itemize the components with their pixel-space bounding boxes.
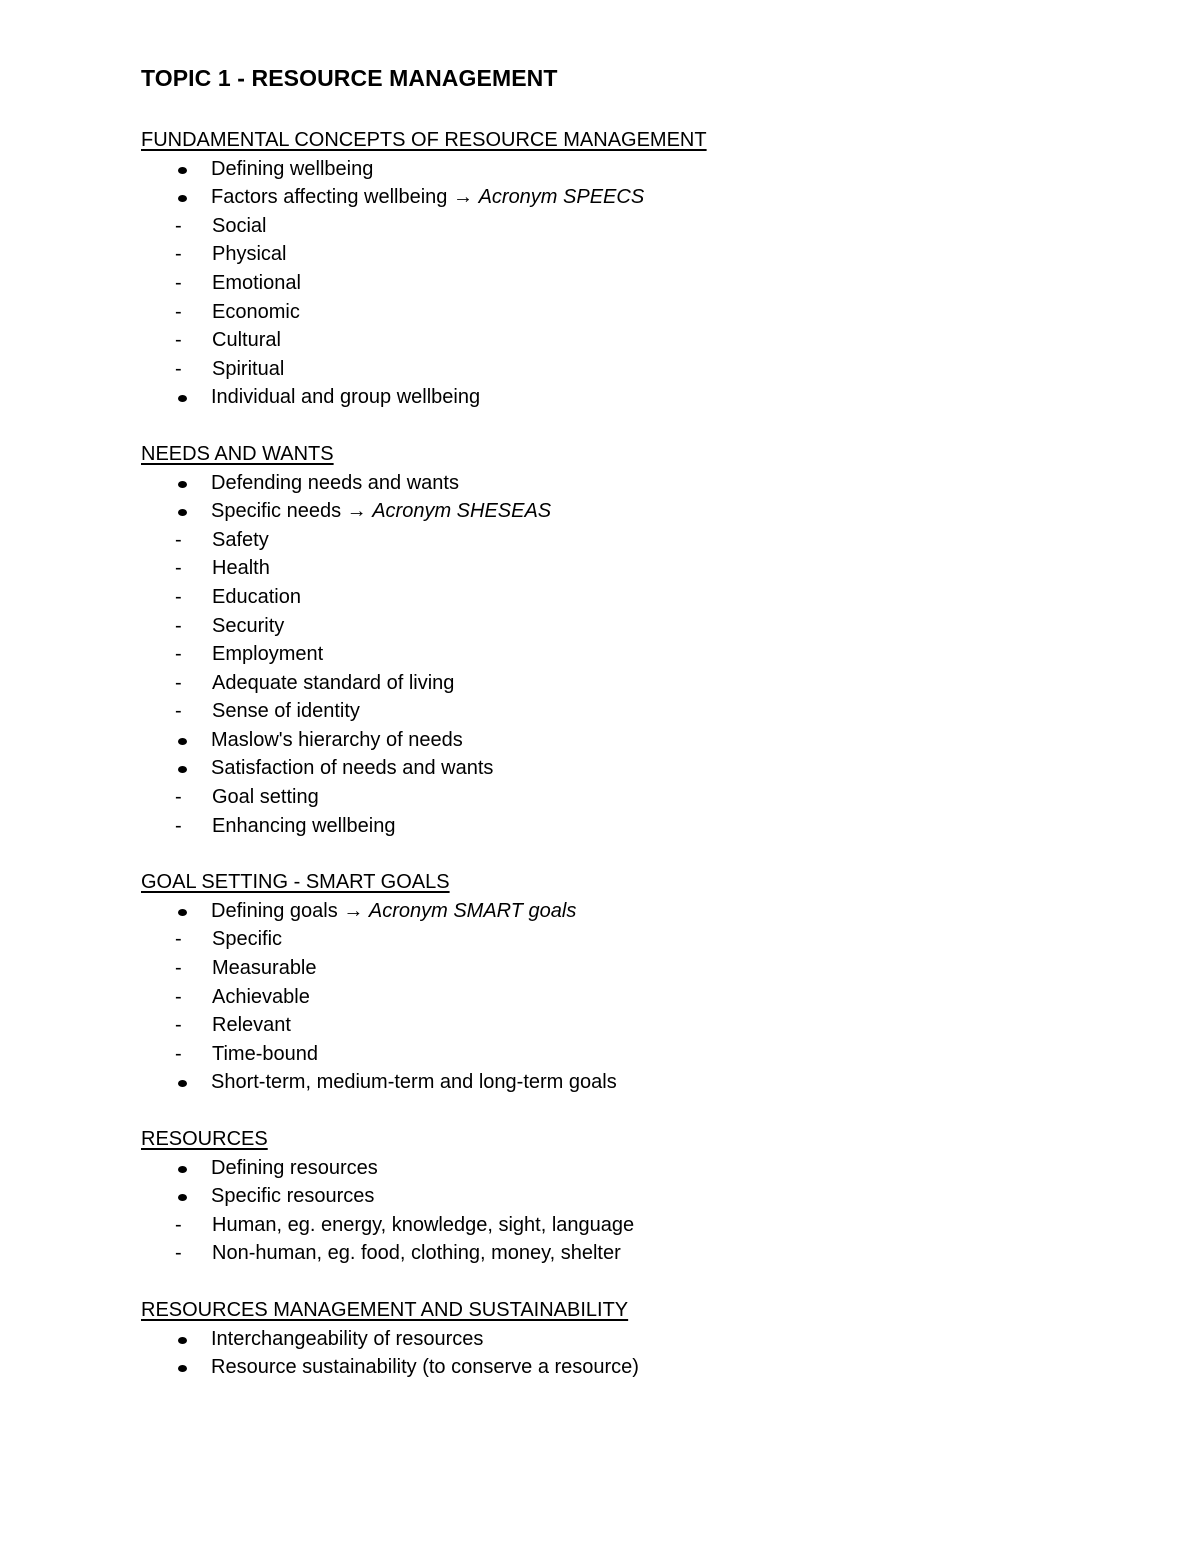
sub-item-text: Emotional	[212, 271, 301, 294]
sub-item	[141, 697, 1121, 726]
sub-item-text: Social	[212, 214, 267, 237]
sub-item	[141, 298, 1121, 327]
bullet-dot-icon	[178, 738, 187, 745]
section	[141, 440, 1121, 840]
sub-item-text: Sense of identity	[212, 700, 360, 723]
bullet-item	[141, 1068, 1121, 1097]
section	[141, 1125, 1121, 1268]
bullet-list	[141, 469, 1121, 841]
sub-item-text: Safety	[212, 528, 269, 551]
section	[141, 1296, 1121, 1382]
bullet-item	[141, 1353, 1121, 1382]
dash-marker: -	[175, 643, 182, 666]
bullet-item	[141, 754, 1121, 783]
bullet-dot-icon	[178, 909, 187, 916]
bullet-dot-icon	[178, 195, 187, 202]
sub-item	[141, 240, 1121, 269]
dash-marker: -	[175, 671, 182, 694]
sections-container	[141, 126, 1121, 1382]
sub-item-text: Employment	[212, 643, 324, 666]
bullet-item	[141, 897, 1121, 926]
sub-item	[141, 1239, 1121, 1268]
sub-item	[141, 526, 1121, 555]
sub-item	[141, 983, 1121, 1012]
sub-item-text: Non-human, eg. food, clothing, money, shelter	[212, 1242, 621, 1265]
section-heading: GOAL SETTING - SMART GOALS	[141, 871, 450, 894]
sub-item	[141, 1040, 1121, 1069]
section-heading: RESOURCES MANAGEMENT AND SUSTAINABILITY	[141, 1298, 629, 1321]
section-heading: NEEDS AND WANTS	[141, 442, 334, 465]
sub-list	[141, 526, 1121, 726]
bullet-dot-icon	[178, 395, 187, 402]
bullet-item	[141, 1325, 1121, 1354]
sub-item-text: Cultural	[212, 329, 281, 352]
bullet-list	[141, 897, 1121, 1097]
sub-list	[141, 1211, 1121, 1268]
sub-item	[141, 1211, 1121, 1240]
dash-marker: -	[175, 528, 182, 551]
acronym-label: Acronym SPEECS	[478, 186, 645, 209]
bullet-text: Individual and group wellbeing	[211, 386, 481, 409]
bullet-text: Resource sustainability (to conserve a resource)	[211, 1356, 639, 1379]
bullet-item	[141, 726, 1121, 755]
sub-list	[141, 925, 1121, 1068]
section-heading: FUNDAMENTAL CONCEPTS OF RESOURCE MANAGEMENT	[141, 129, 707, 151]
sub-item	[141, 554, 1121, 583]
arrow-icon: →	[453, 186, 473, 209]
dash-marker: -	[175, 957, 182, 980]
bullet-dot-icon	[178, 1194, 187, 1201]
sub-item-text: Enhancing wellbeing	[212, 814, 396, 837]
dash-marker: -	[175, 1042, 182, 1065]
bullet-text: Maslow's hierarchy of needs	[211, 728, 463, 751]
section	[141, 868, 1121, 1097]
bullet-item	[141, 183, 1121, 212]
bullet-item	[141, 383, 1121, 412]
bullet-list	[141, 1154, 1121, 1268]
sub-item	[141, 783, 1121, 812]
sub-item	[141, 925, 1121, 954]
acronym-label: Acronym SHESEAS	[372, 500, 552, 523]
acronym-label: Acronym SMART goals	[368, 899, 577, 922]
bullet-item	[141, 469, 1121, 498]
dash-marker: -	[175, 614, 182, 637]
sub-item	[141, 640, 1121, 669]
sub-item	[141, 812, 1121, 841]
sub-item	[141, 269, 1121, 298]
dash-marker: -	[175, 214, 182, 237]
bullet-dot-icon	[178, 1166, 187, 1173]
bullet-dot-icon	[178, 167, 187, 174]
dash-marker: -	[175, 300, 182, 323]
bullet-list	[141, 1325, 1121, 1382]
arrow-icon: →	[346, 500, 367, 523]
dash-marker: -	[175, 271, 182, 294]
arrow-icon: →	[343, 899, 364, 922]
dash-marker: -	[175, 243, 182, 266]
sub-item-text: Time-bound	[212, 1042, 318, 1065]
bullet-dot-icon	[178, 509, 187, 516]
sub-item-text: Spiritual	[212, 357, 285, 380]
bullet-text: Specific resources	[211, 1185, 375, 1208]
sub-item-text: Measurable	[212, 957, 317, 980]
sub-list	[141, 783, 1121, 840]
sub-item	[141, 326, 1121, 355]
section	[141, 126, 1121, 412]
bullet-item	[141, 497, 1121, 526]
dash-marker: -	[175, 786, 182, 809]
bullet-text: Interchangeability of resources	[211, 1327, 484, 1350]
dash-marker: -	[175, 985, 182, 1008]
bullet-dot-icon	[178, 1337, 187, 1344]
bullet-text: Defining resources	[211, 1156, 378, 1179]
bullet-dot-icon	[178, 1080, 187, 1087]
bullet-dot-icon	[178, 1365, 187, 1372]
bullet-text: Short-term, medium-term and long-term goals	[211, 1071, 617, 1094]
dash-marker: -	[175, 357, 182, 380]
sub-item	[141, 212, 1121, 241]
bullet-dot-icon	[178, 766, 187, 773]
bullet-list	[141, 155, 1121, 412]
sub-item-text: Human, eg. energy, knowledge, sight, language	[212, 1213, 635, 1236]
bullet-item	[141, 1154, 1121, 1183]
bullet-text: Factors affecting wellbeing	[211, 186, 448, 209]
page-title: TOPIC 1 - RESOURCE MANAGEMENT	[141, 65, 558, 91]
dash-marker: -	[175, 1242, 182, 1265]
sub-item	[141, 669, 1121, 698]
sub-item-text: Security	[212, 614, 285, 637]
bullet-item	[141, 1182, 1121, 1211]
sub-item-text: Relevant	[212, 1014, 291, 1037]
bullet-text: Specific needs	[211, 500, 342, 523]
bullet-text: Defending needs and wants	[211, 471, 459, 494]
sub-item-text: Achievable	[212, 985, 310, 1008]
dash-marker: -	[175, 814, 182, 837]
sub-item-text: Adequate standard of living	[212, 671, 455, 694]
sub-item-text: Education	[212, 585, 301, 608]
sub-item	[141, 612, 1121, 641]
sub-item-text: Economic	[212, 300, 300, 323]
sub-item	[141, 355, 1121, 384]
dash-marker: -	[175, 1014, 182, 1037]
sub-list	[141, 212, 1121, 384]
dash-marker: -	[175, 557, 182, 580]
dash-marker: -	[175, 329, 182, 352]
dash-marker: -	[175, 585, 182, 608]
bullet-item	[141, 155, 1121, 184]
bullet-text: Satisfaction of needs and wants	[211, 757, 494, 780]
dash-marker: -	[175, 700, 182, 723]
sub-item	[141, 583, 1121, 612]
document-body	[141, 62, 1121, 1410]
bullet-dot-icon	[178, 481, 187, 488]
section-heading: RESOURCES	[141, 1128, 268, 1150]
dash-marker: -	[175, 1213, 182, 1236]
sub-item-text: Specific	[212, 928, 283, 951]
sub-item-text: Physical	[212, 243, 287, 266]
sub-item-text: Goal setting	[212, 786, 319, 809]
bullet-text: Defining goals	[211, 899, 338, 922]
bullet-text: Defining wellbeing	[211, 157, 374, 180]
dash-marker: -	[175, 928, 182, 951]
sub-item-text: Health	[212, 557, 270, 580]
sub-item	[141, 954, 1121, 983]
sub-item	[141, 1011, 1121, 1040]
